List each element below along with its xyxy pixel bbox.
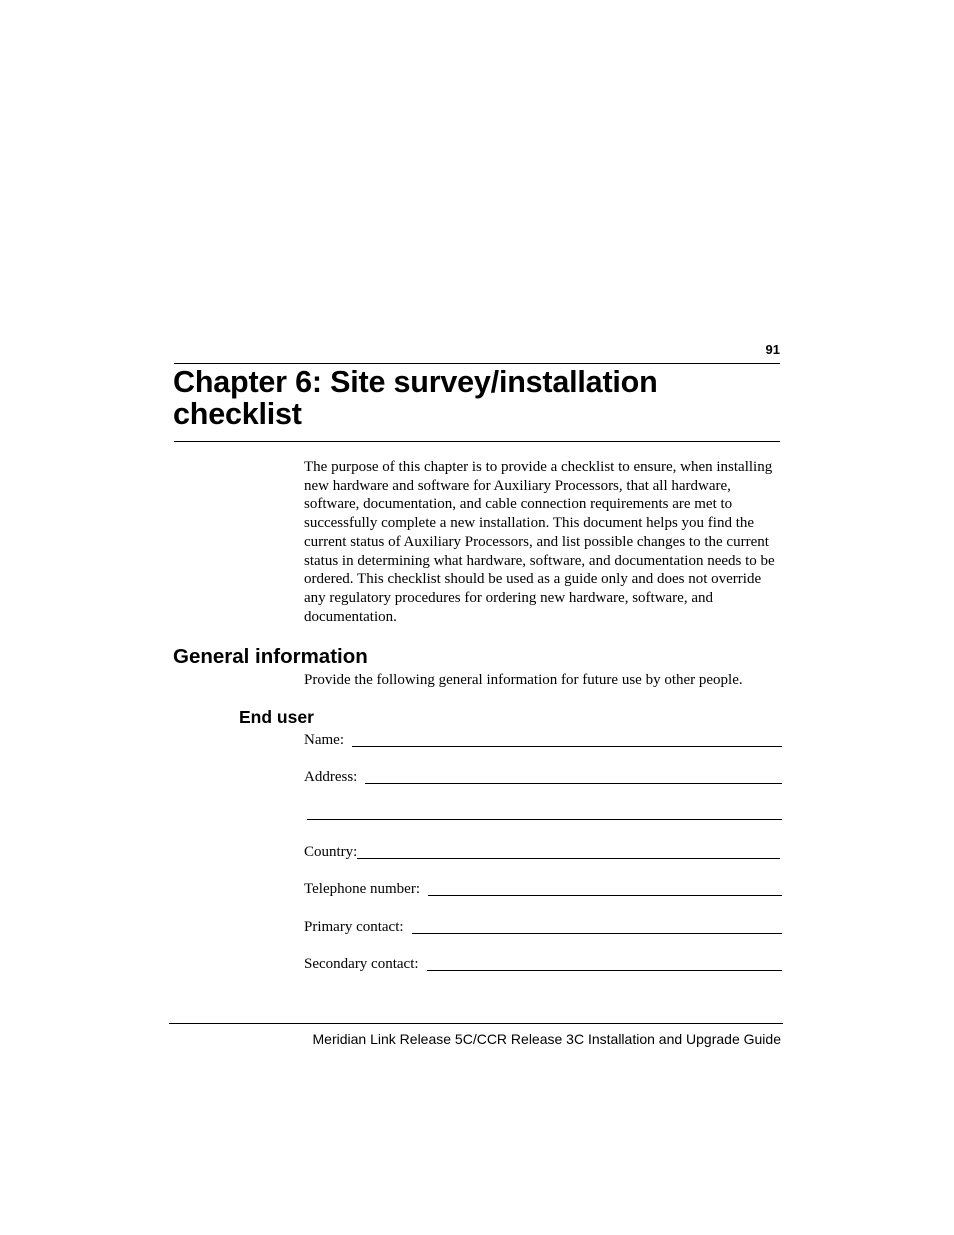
address-blank-line[interactable]: [365, 769, 782, 784]
footer-rule: [169, 1023, 783, 1024]
primary-contact-blank-line[interactable]: [412, 919, 782, 934]
primary-contact-field-row: [304, 918, 782, 936]
address-continuation-blank-line[interactable]: [307, 805, 782, 820]
secondary-contact-blank-line[interactable]: [427, 956, 782, 971]
telephone-blank-line[interactable]: [428, 881, 782, 896]
title-rule: [174, 441, 780, 442]
name-label: Name:: [304, 732, 344, 748]
page-number: 91: [765, 342, 780, 357]
name-field-row: [304, 731, 782, 749]
address-field-row: [304, 768, 782, 786]
secondary-contact-label: Secondary contact:: [304, 956, 419, 972]
country-label: Country:: [304, 844, 358, 860]
secondary-contact-field-row: [304, 955, 782, 973]
address-label: Address:: [304, 769, 358, 785]
telephone-label: Telephone number:: [304, 881, 420, 897]
general-information-heading: General information: [173, 645, 368, 668]
address-continuation-row: [307, 805, 782, 822]
country-blank-line[interactable]: [357, 844, 780, 859]
country-field-row: [304, 843, 780, 861]
footer-text: Meridian Link Release 5C/CCR Release 3C Installation and Upgrade Guide: [312, 1031, 781, 1047]
end-user-heading: End user: [239, 707, 314, 727]
primary-contact-label: Primary contact:: [304, 919, 404, 935]
name-blank-line[interactable]: [352, 732, 782, 747]
general-information-text: Provide the following general information for future use by other people.: [304, 672, 743, 688]
chapter-title: Chapter 6: Site survey/installation checklist: [173, 365, 658, 431]
chapter-intro-paragraph: The purpose of this chapter is to provide a checklist to ensure, when installing new hardware and software for Auxiliary Processors, that all hardware, software, documentation, and cable connection requirements are met to successfully complete a new installation. This document helps you find the current status of Auxiliary Processors, and list possible changes to the current status in determining what hardware, software, and documentation needs to be ordered. This checklist should be used as a guide only and does not override any regulatory procedures for ordering new hardware, software, and documentation.: [304, 459, 775, 625]
header-rule: [174, 363, 780, 364]
telephone-field-row: [304, 880, 782, 898]
